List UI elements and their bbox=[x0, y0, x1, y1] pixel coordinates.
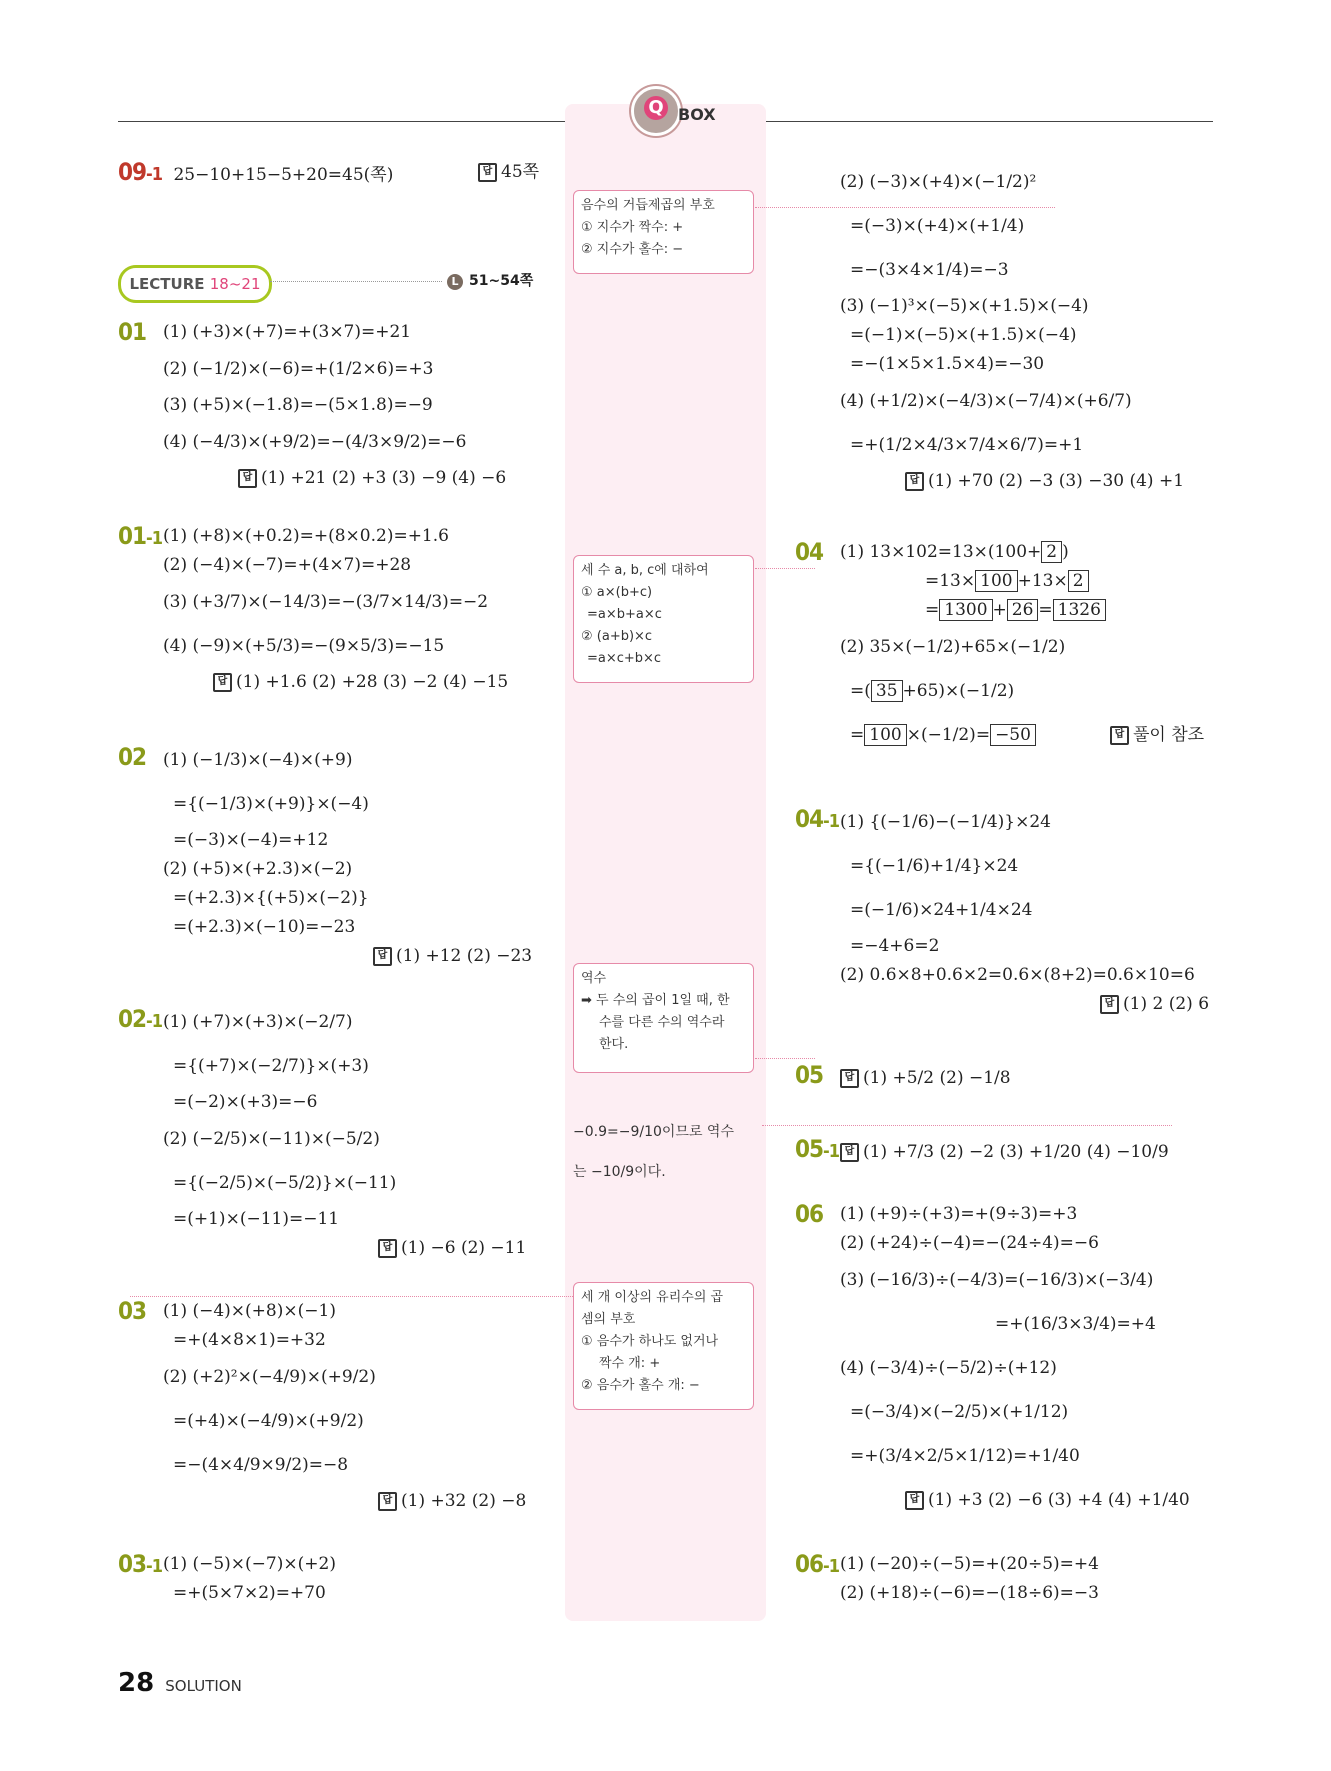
header-rule-right bbox=[766, 121, 1213, 122]
answer-09-1: 답 45쪽 bbox=[478, 158, 539, 187]
problem-02: 02 (1) (−1/3)×(−4)×(+9) ={(−1/3)×(+9)}×(−4) =(−3)×(−4)=+12 (2) (+5)×(+2.3)×(−2) =(+2.3)×{(+5)×(−2)} =(+2.3)×(−10)=−23 답 (1) +12 (2) −23 bbox=[118, 743, 533, 966]
qbox-note-product-sign: 세 개 이상의 유리수의 곱 셈의 부호 ① 음수가 하나도 없거나 짝수 개: + ② 음수가 홀수 개: − bbox=[573, 1282, 754, 1410]
problem-05: 05 답 (1) +5/2 (2) −1/8 bbox=[795, 1061, 1011, 1089]
qbox-note-reciprocal: 역수 ➡ 두 수의 곱이 1일 때, 한 수를 다른 수의 역수라 한다. bbox=[573, 963, 754, 1073]
answer-icon: 답 bbox=[478, 163, 497, 182]
qbox-note-distributive: 세 수 a, b, c에 대하여 ① a×(b+c) =a×b+a×c ② (a+b)×c =a×c+b×c bbox=[573, 555, 754, 683]
blank-box: 1300 bbox=[939, 599, 992, 621]
header-rule-left bbox=[118, 121, 565, 122]
problem-01: 01 (1) (+3)×(+7)=+(3×7)=+21 (2) (−1/2)×(−6)=+(1/2×6)=+3 (3) (+5)×(−1.8)=−(5×1.8)=−9 (4) (−4/3)×(+9/2)=−(4/3×9/2)=−6 답 (1) +21 (2) +3 (3) −9 (4) −6 bbox=[118, 318, 507, 488]
q-box-title: BOX bbox=[678, 105, 716, 124]
note4-connector bbox=[762, 1125, 1172, 1126]
lecture-dotted-line bbox=[270, 281, 442, 282]
footer-label: SOLUTION bbox=[165, 1677, 242, 1695]
blank-box: 2 bbox=[1041, 541, 1062, 563]
qbox-note-power-sign: 음수의 거듭제곱의 부호 ① 지수가 짝수: + ② 지수가 홀수: − bbox=[573, 190, 754, 274]
blank-box: −50 bbox=[990, 724, 1036, 746]
blank-box: 35 bbox=[871, 680, 903, 702]
page-number: 28 bbox=[118, 1668, 155, 1698]
problem-09-1: 09-1 25−10+15−5+20=45(쪽) 답 45쪽 bbox=[118, 158, 540, 186]
problem-04-1: 04-1 (1) {(−1/6)−(−1/4)}×24 ={(−1/6)+1/4}×24 =(−1/6)×24+1/4×24 =−4+6=2 (2) 0.6×8+0.6×2=0.6×(8+2)=0.6×10=6 답 (1) 2 (2) 6 bbox=[795, 805, 1210, 1014]
problem-09-1-text: 25−10+15−5+20=45(쪽) bbox=[173, 165, 394, 185]
lecture-l-icon: L bbox=[447, 274, 463, 290]
problem-03: 03 (1) (−4)×(+8)×(−1) =+(4×8×1)=+32 (2) (+2)²×(−4/9)×(+9/2) =(+4)×(−4/9)×(+9/2) =−(4×4/9×9/2)=−8 답 (1) +32 (2) −8 bbox=[118, 1297, 527, 1511]
problem-02-1: 02-1 (1) (+7)×(+3)×(−2/7) ={(+7)×(−2/7)}×(+3) =(−2)×(+3)=−6 (2) (−2/5)×(−11)×(−5/2) ={(−2/5)×(−5/2)}×(−11) =(+1)×(−11)=−11 답 (1) −6 (2) −11 bbox=[118, 1005, 527, 1258]
problem-01-1: 01-1 (1) (+8)×(+0.2)=+(8×0.2)=+1.6 (2) (−4)×(−7)=+(4×7)=+28 (3) (+3/7)×(−14/3)=−(3/7×14/3)=−2 (4) (−9)×(+5/3)=−(9×5/3)=−15 답 (1) +1.6 (2) +28 (3) −2 (4) −15 bbox=[118, 522, 509, 692]
footer bbox=[118, 1668, 242, 1698]
problem-03-continued: (2) (−3)×(+4)×(−1/2)² =(−3)×(+4)×(+1/4) =−(3×4×1/4)=−3 (3) (−1)³×(−5)×(+1.5)×(−4) =(−1)×(−5)×(+1.5)×(−4) =−(1×5×1.5×4)=−30 (4) (+1/2)×(−4/3)×(−7/4)×(+6/7) =+(1/2×4/3×7/4×6/7)=+1 답 (1) +70 (2) −3 (3) −30 (4) +1 bbox=[840, 172, 1185, 491]
note5-connector bbox=[130, 1296, 573, 1297]
blank-box: 100 bbox=[864, 724, 906, 746]
problem-04: 04 (1) 13×102=13×(100+ 2 ) =13× 100 +13× 2 = 1300 + 26 = 1326 (2) 35×(−1/2)+65×(−1/2) =( 35 +65)×(−1/2) = 100 ×(−1/2)= −50 답 풀이 참조 bbox=[795, 538, 1205, 745]
lecture-badge: LECTURE 18~21 bbox=[118, 265, 272, 303]
lecture-page-ref: L 51~54쪽 bbox=[447, 270, 533, 290]
q-badge-icon: Q bbox=[631, 86, 681, 136]
problem-05-1: 05-1 답 (1) +7/3 (2) −2 (3) +1/20 (4) −10/9 bbox=[795, 1135, 1169, 1163]
problem-06: 06 (1) (+9)÷(+3)=+(9÷3)=+3 (2) (+24)÷(−4)=−(24÷4)=−6 (3) (−16/3)÷(−4/3)=(−16/3)×(−3/4) =+(16/3×3/4)=+4 (4) (−3/4)÷(−5/2)÷(+12) =(−3/4)×(−2/5)×(+1/12) =+(3/4×2/5×1/12)=+1/40 답 (1) +3 (2) −6 (3) +4 (4) +1/40 bbox=[795, 1200, 1190, 1510]
blank-box: 26 bbox=[1007, 599, 1039, 621]
problem-03-1: 03-1 (1) (−5)×(−7)×(+2) =+(5×7×2)=+70 bbox=[118, 1550, 336, 1603]
blank-box: 100 bbox=[975, 570, 1017, 592]
qbox-note-example: −0.9=−9/10이므로 역수 는 −10/9이다. bbox=[573, 1124, 734, 1180]
blank-box: 1326 bbox=[1053, 599, 1106, 621]
blank-box: 2 bbox=[1068, 570, 1089, 592]
problem-06-1: 06-1 (1) (−20)÷(−5)=+(20÷5)=+4 (2) (+18)÷(−6)=−(18÷6)=−3 bbox=[795, 1550, 1099, 1603]
